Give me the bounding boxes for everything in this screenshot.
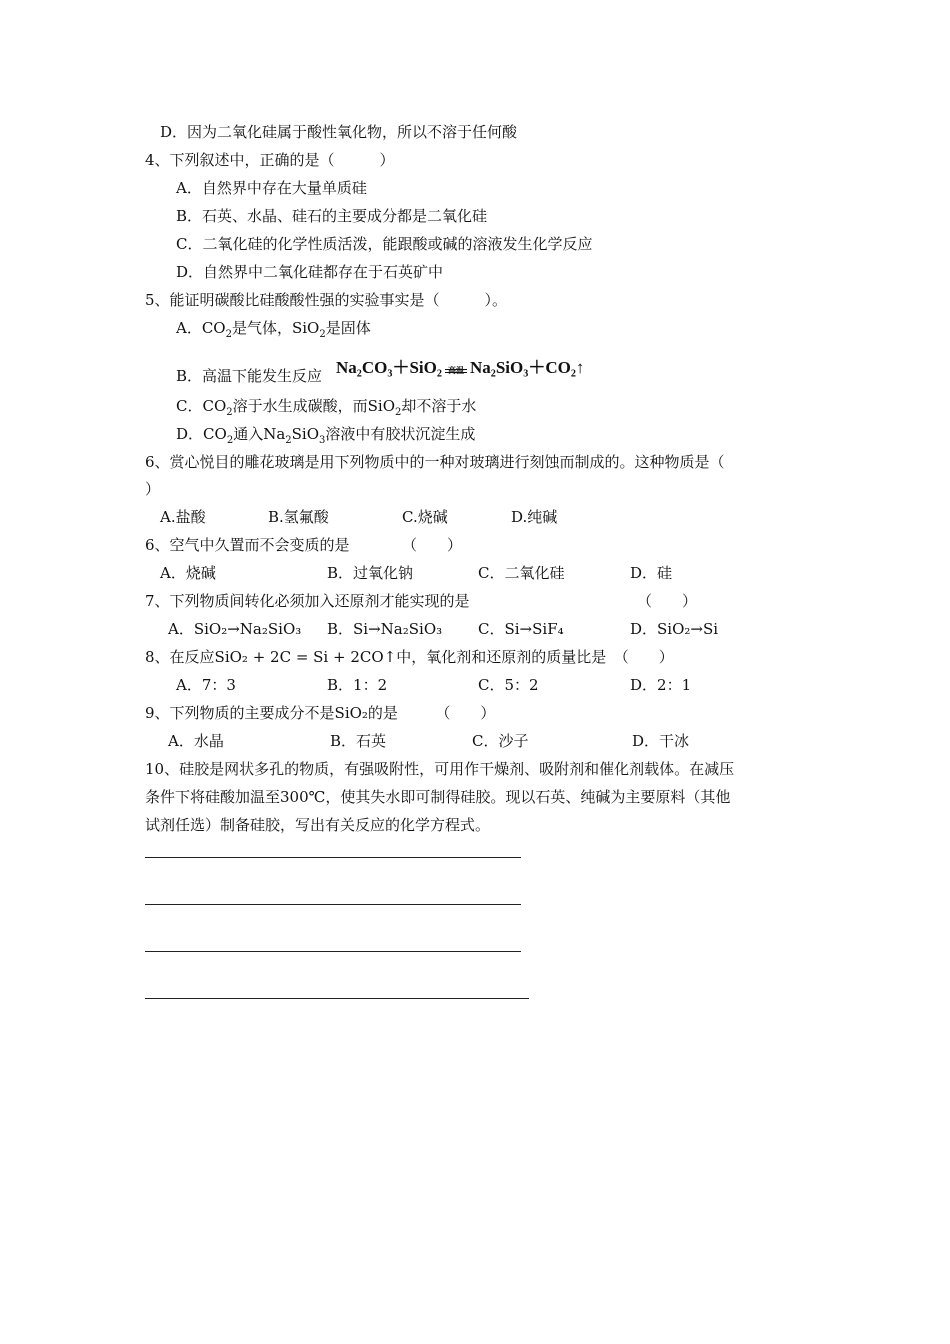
q7-answer-paren: （ ）: [637, 592, 698, 610]
answer-line-4[interactable]: [145, 998, 529, 999]
answer-line-2[interactable]: [145, 904, 521, 905]
q4-option-b: B．石英、水晶、硅石的主要成分都是二氧化硅: [176, 207, 488, 225]
q10-line1: 10、硅胶是网状多孔的物质，有强吸附性，可用作干燥剂、吸附剂和催化剂载体。在减压: [145, 760, 735, 778]
q5-option-d: D．$CO_2$通入$Na_2SiO_3$溶液中有胶状沉淀生成: [176, 425, 476, 446]
q6b-option-a: A．烧碱: [160, 564, 216, 582]
q6b-option-c: C．二氧化硅: [478, 564, 565, 582]
q6a-option-c: C.烧碱: [402, 508, 448, 526]
q7-option-d: D．SiO₂→Si: [630, 620, 719, 638]
q8-option-a: A．7：3: [176, 676, 236, 694]
eq-products: Na₂SiO₃＋CO₂↑: [469, 358, 585, 377]
q7-stem: 7、下列物质间转化必须加入还原剂才能实现的是: [145, 592, 470, 610]
q8-option-c: C．5：2: [478, 676, 539, 694]
q6a-option-d: D.纯碱: [511, 508, 558, 526]
q5-option-a: A．$CO_2$是气体，SiO$_2$是固体: [176, 319, 371, 340]
q4-option-c: C．二氧化硅的化学性质活泼，能跟酸或碱的溶液发生化学反应: [176, 235, 593, 253]
q5-equation: [336, 358, 584, 378]
q9-option-c: C．沙子: [472, 732, 529, 750]
q9-option-a: A．水晶: [168, 732, 224, 750]
q5-stem: 5、能证明碳酸比硅酸酸性强的实验事实是（ ）。: [145, 291, 508, 309]
q9-option-b: B．石英: [330, 732, 387, 750]
q6a-stem-line2: ）: [145, 480, 161, 498]
q5-option-b: B．高温下能发生反应: [176, 367, 323, 385]
q4-option-d: D．自然界中二氧化硅都存在于石英矿中: [176, 263, 444, 281]
q5-option-c: C．$CO_2$溶于水生成碳酸，而SiO$_2$却不溶于水: [176, 397, 477, 418]
answer-line-1[interactable]: [145, 857, 521, 858]
q8-option-d: D．2：1: [630, 676, 692, 694]
q6a-option-b: B.氢氟酸: [268, 508, 329, 526]
q10-line3: 试剂任选）制备硅胶，写出有关反应的化学方程式。: [145, 816, 491, 834]
q6b-option-d: D．硅: [630, 564, 673, 582]
q7-option-b: B．Si→Na₂SiO₃: [327, 620, 443, 638]
eq-condition-label: 高温: [447, 366, 464, 375]
q7-option-c: C．Si→SiF₄: [478, 620, 564, 638]
answer-line-3[interactable]: [145, 951, 521, 952]
q3-option-d: D．因为二氧化硅属于酸性氧化物，所以不溶于任何酸: [160, 123, 518, 141]
q8-option-b: B．1：2: [327, 676, 388, 694]
q10-line2: 条件下将硅酸加温至300℃，使其失水即可制得硅胶。现以石英、纯碱为主要原料（其他: [145, 788, 731, 806]
q6a-option-a: A.盐酸: [160, 508, 206, 526]
q6a-stem-line1: 6、赏心悦目的雕花玻璃是用下列物质中的一种对玻璃进行刻蚀而制成的。这种物质是（: [145, 453, 725, 471]
q4-option-a: A．自然界中存在大量单质硅: [176, 179, 367, 197]
q6b-option-b: B．过氧化钠: [327, 564, 414, 582]
q4-stem: 4、下列叙述中，正确的是（ ）: [145, 151, 395, 169]
q9-stem: 9、下列物质的主要成分不是SiO₂的是 （ ）: [145, 704, 496, 722]
q9-option-d: D．干冰: [632, 732, 690, 750]
q6b-stem: 6、空气中久置而不会变质的是 （ ）: [145, 536, 463, 554]
q8-stem: 8、在反应SiO₂ + 2C = Si + 2CO↑中，氧化剂和还原剂的质量比是 （ ）: [145, 648, 674, 666]
eq-reactants: Na₂CO₃＋SiO₂: [336, 358, 442, 377]
q7-option-a: A．SiO₂→Na₂SiO₃: [168, 620, 302, 638]
